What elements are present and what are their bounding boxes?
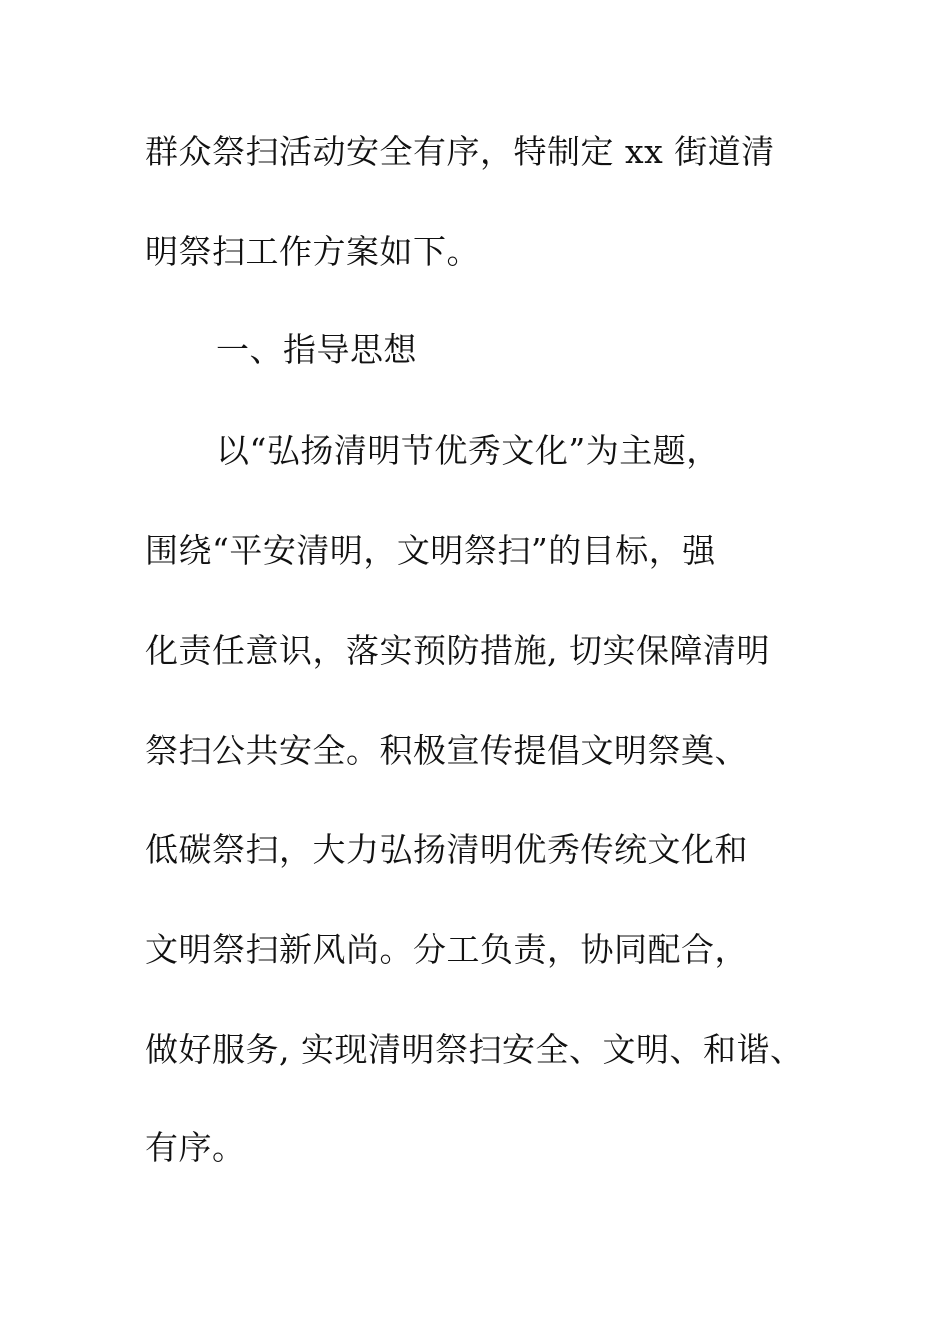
paragraph-line-7: 低碳祭扫，大力弘扬清明优秀传统文化和 [145,830,748,869]
paragraph-line-6: 祭扫公共安全。积极宣传提倡文明祭奠、 [145,731,748,770]
paragraph-line-5: 化责任意识，落实预防措施, 切实保障清明 [145,631,770,670]
paragraph-line-2: 明祭扫工作方案如下。 [145,232,480,271]
paragraph-line-4: 围绕“平安清明，文明祭扫”的目标，强 [145,531,716,570]
paragraph-line-9: 做好服务, 实现清明祭扫安全、文明、和谐、 [145,1030,804,1069]
paragraph-line-8: 文明祭扫新风尚。分工负责，协同配合， [145,930,748,969]
paragraph-line-10: 有序。 [145,1128,246,1167]
section-heading: 一、指导思想 [216,330,417,369]
paragraph-line-3: 以“弘扬清明节优秀文化”为主题， [216,431,720,470]
paragraph-line-1: 群众祭扫活动安全有序，特制定 xx 街道清 [145,132,775,171]
